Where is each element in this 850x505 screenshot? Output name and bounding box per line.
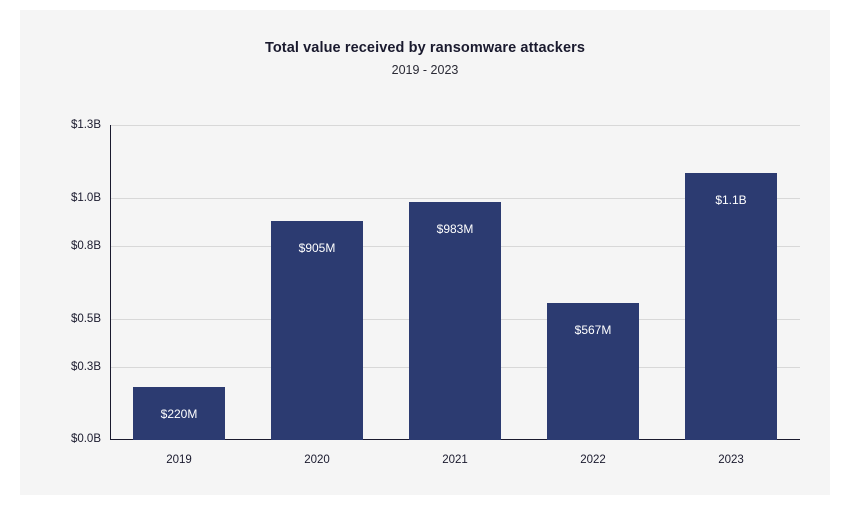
x-axis-tick-label: 2022 [580, 454, 606, 466]
bar[interactable] [685, 173, 777, 440]
bar-value-label: $567M [574, 322, 612, 337]
bar[interactable] [271, 221, 363, 440]
y-axis-tick-label: $0.0B [70, 433, 101, 445]
chart-header [20, 40, 830, 77]
plot-area [70, 119, 800, 466]
bar[interactable] [133, 387, 225, 440]
chart-title: Total value received by ransomware attackers [264, 40, 586, 56]
bar-value-label: $983M [436, 221, 474, 236]
bar-value-label: $905M [298, 240, 336, 255]
chart-subtitle: 2019 - 2023 [391, 63, 459, 77]
y-axis-tick-label: $0.5B [70, 312, 101, 325]
y-axis-tick-label: $1.3B [70, 119, 101, 131]
bar-slot [248, 125, 386, 466]
x-axis-tick-label: 2020 [304, 454, 330, 466]
x-axis-tick-label: 2021 [442, 454, 468, 466]
x-axis-tick-label: 2023 [718, 454, 744, 466]
y-axis-tick-label: $0.3B [70, 361, 101, 374]
y-axis-tick-label: $1.0B [70, 191, 101, 204]
bar-series [110, 125, 800, 466]
bar-slot [662, 125, 800, 466]
bar-slot [386, 125, 524, 466]
bar-value-label: $220M [160, 406, 198, 421]
y-axis-tick-label: $0.8B [70, 240, 101, 253]
bar-value-label: $1.1B [715, 193, 747, 208]
bar-slot [110, 125, 248, 466]
bar-slot [524, 125, 662, 466]
bar[interactable] [409, 202, 501, 440]
chart-card [20, 10, 830, 495]
bar[interactable] [547, 303, 639, 440]
x-axis-tick-label: 2019 [166, 454, 192, 466]
